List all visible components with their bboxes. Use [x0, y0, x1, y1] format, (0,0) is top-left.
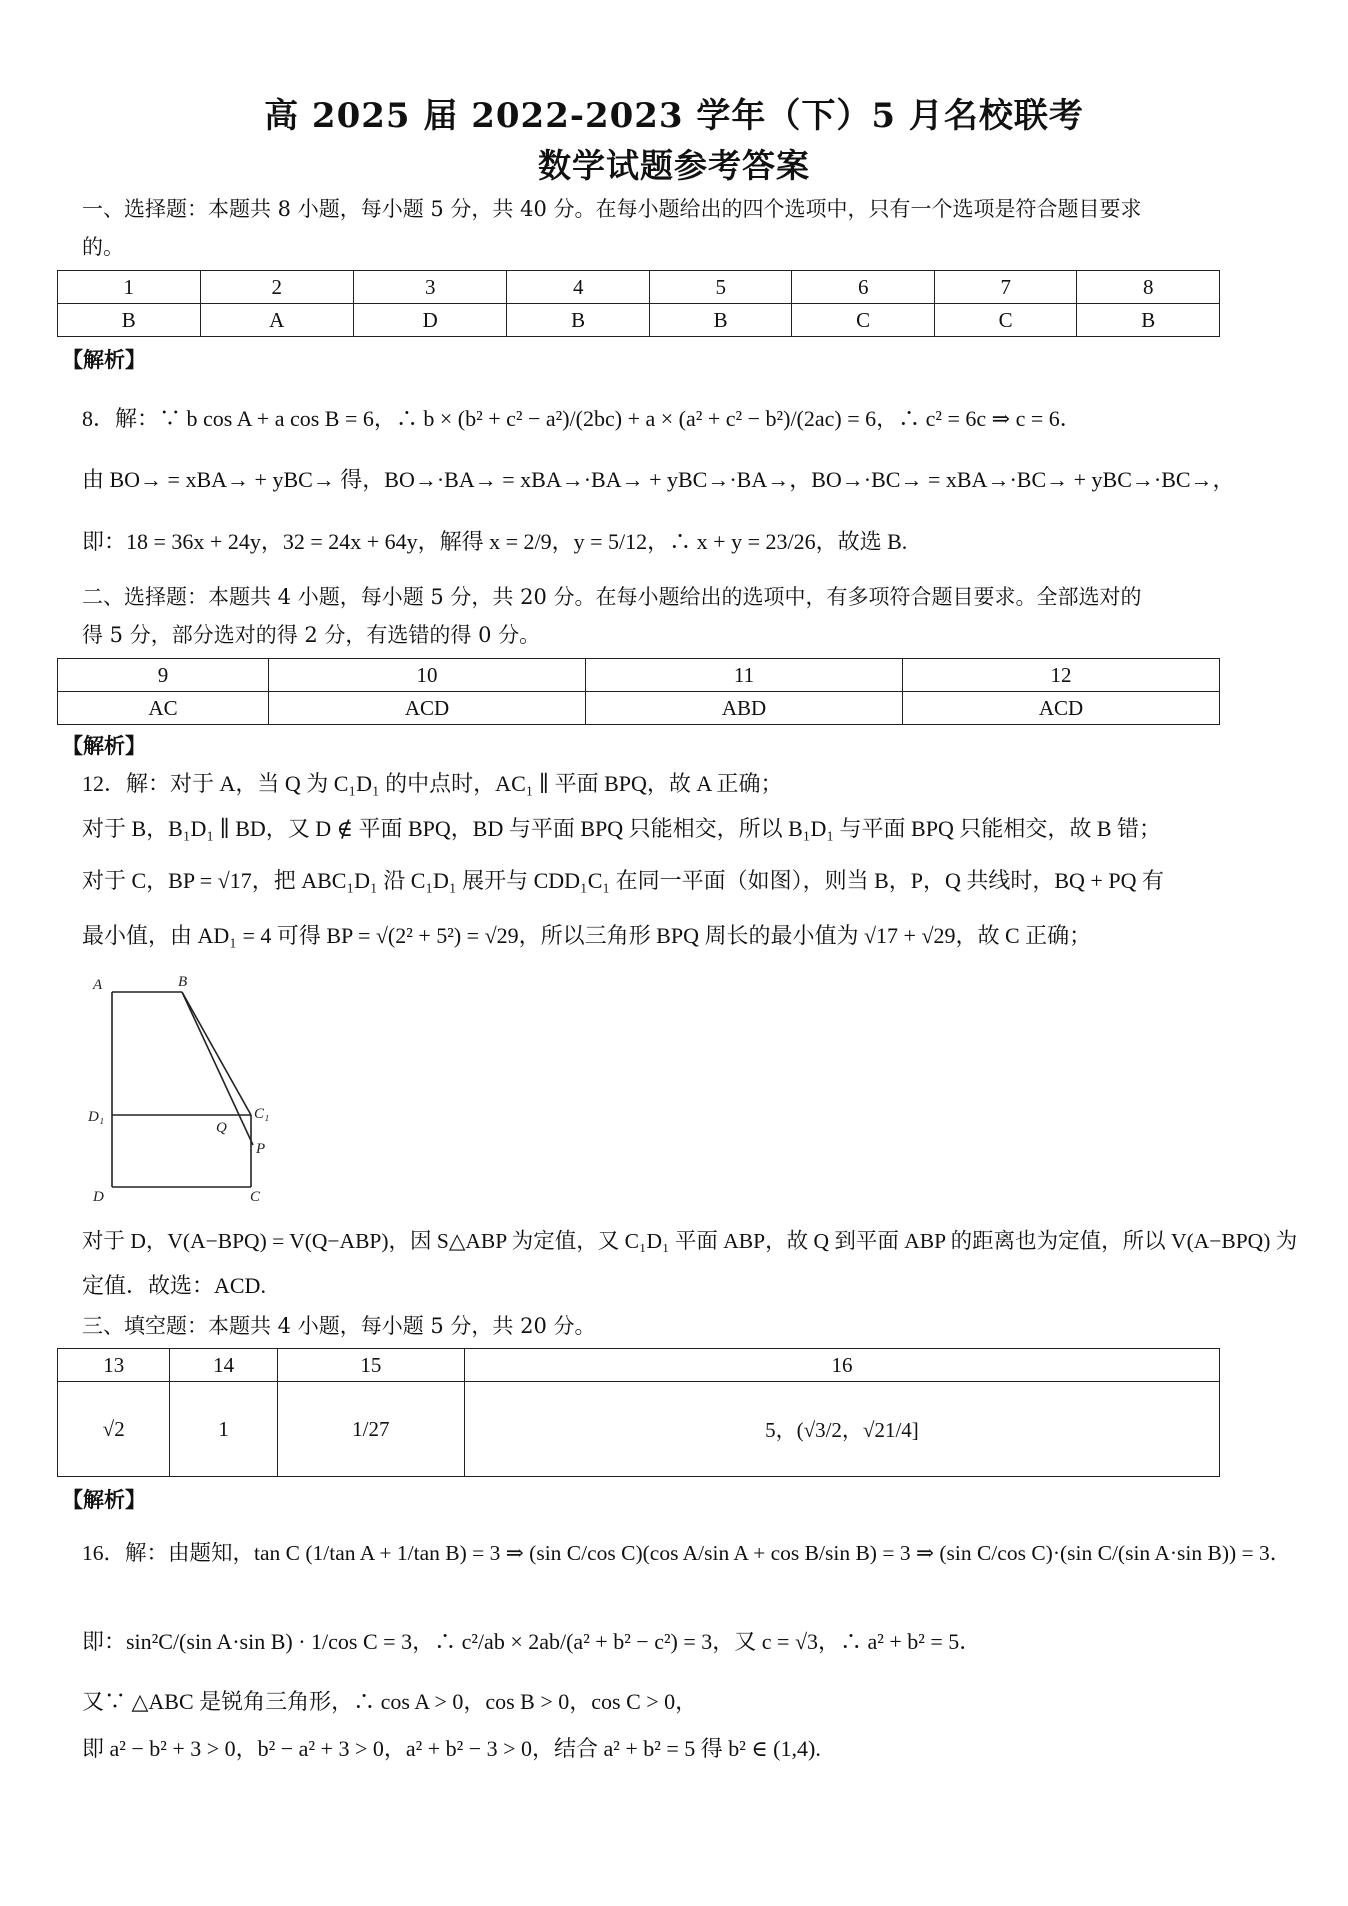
table-cell: C [934, 304, 1077, 337]
table-cell: 10 [269, 659, 586, 692]
section2-heading-line2: 得 5 分，部分选对的得 2 分，有选错的得 0 分。 [82, 623, 541, 647]
solution-12-line2: 对于 B，B₁D₁ ∥ BD，又 D ∉ 平面 BPQ，BD 与平面 BPQ 只能相交，所以 B₁D₁ 与平面 BPQ 只能相交，故 B 错； [82, 816, 1162, 841]
table-cell: 9 [58, 659, 269, 692]
label-B: B [178, 975, 188, 990]
table-cell: 16 [464, 1349, 1219, 1382]
solution-12-line6: 定值．故选：ACD. [82, 1273, 266, 1298]
unfolded-net-figure [88, 975, 288, 1210]
table-cell: ABD [586, 692, 903, 725]
solution-12-line1: 12．解：对于 A，当 Q 为 C₁D₁ 的中点时，AC₁ ∥ 平面 BPQ，故 A 正确； [82, 771, 783, 796]
table-cell: 7 [934, 271, 1077, 304]
table-cell: 13 [58, 1349, 170, 1382]
table-cell: B [1077, 304, 1220, 337]
label-D1: D₁ [88, 1109, 105, 1125]
table-answer-row [58, 304, 1220, 337]
solution-12-line5: 对于 D，V(A−BPQ) = V(Q−ABP)，因 S△ABP 为定值，又 C₁D₁ 平面 ABP，故 Q 到平面 ABP 的距离也为定值，所以 V(A−BPQ) 为 [82, 1229, 1298, 1253]
table-cell: ACD [269, 692, 586, 725]
table-cell: 1 [170, 1382, 277, 1477]
solution-16-line1: 16．解：由题知，tan C (1/tan A + 1/tan B) = 3 ⇒ (sin C/cos C)(cos A/sin A + cos B/sin B) = 3 ⇒ (sin C/cos C)·(sin C/(sin A·sin B)) = 3． [82, 1541, 1292, 1565]
table-cell: 2 [200, 271, 353, 304]
label-C: C [250, 1189, 261, 1205]
table-cell: B [507, 304, 650, 337]
table-cell: B [649, 304, 792, 337]
table-answer-row [58, 1382, 1220, 1477]
table-cell: 1/27 [277, 1382, 464, 1477]
section2-heading-line1: 二、选择题：本题共 4 小题，每小题 5 分，共 20 分。在每小题给出的选项中，有多项符合题目要求。全部选对的 [82, 585, 1142, 609]
page-subtitle: 数学试题参考答案 [538, 146, 810, 185]
table-header-row [58, 271, 1220, 304]
table-cell: √2 [58, 1382, 170, 1477]
analysis-label: 【解析】 [62, 1487, 146, 1512]
section1-answer-table [57, 270, 1220, 337]
solution-16-line4: 即 a² − b² + 3 > 0，b² − a² + 3 > 0，a² + b² − 3 > 0，结合 a² + b² = 5 得 b² ∈ (1,4). [82, 1736, 821, 1761]
solution-16-line2: 即：sin²C/(sin A·sin B) · 1/cos C = 3，∴ c²/ab × 2ab/(a² + b² − c²) = 3，又 c = √3，∴ a² + b² = 5． [82, 1629, 982, 1654]
table-cell: 6 [792, 271, 935, 304]
table-cell: D [353, 304, 506, 337]
solution-12-line3: 对于 C，BP = √17，把 ABC₁D₁ 沿 C₁D₁ 展开与 CDD₁C₁ 在同一平面（如图），则当 B，P，Q 共线时，BQ + PQ 有 [82, 868, 1164, 893]
table-cell: AC [58, 692, 269, 725]
solution-12-line4: 最小值，由 AD₁ = 4 可得 BP = √(2² + 5²) = √29，所以三角形 BPQ 周长的最小值为 √17 + √29，故 C 正确； [82, 923, 1092, 948]
section3-answer-table [57, 1348, 1220, 1477]
table-cell: 12 [903, 659, 1220, 692]
table-cell: A [200, 304, 353, 337]
solution-8-line3: 即：18 = 36x + 24y，32 = 24x + 64y，解得 x = 2/9，y = 5/12，∴ x + y = 23/26，故选 B. [82, 529, 908, 554]
label-C1: C₁ [254, 1106, 270, 1122]
analysis-label: 【解析】 [62, 347, 146, 372]
label-P: P [256, 1141, 266, 1157]
page-title: 高 2025 届 2022-2023 学年（下）5 月名校联考 [264, 96, 1084, 136]
table-cell: 15 [277, 1349, 464, 1382]
table-cell: 5，(√3/2，√21/4] [464, 1382, 1219, 1477]
table-cell: 5 [649, 271, 792, 304]
section1-heading-line1: 一、选择题：本题共 8 小题，每小题 5 分，共 40 分。在每小题给出的四个选项中，只有一个选项是符合题目要求 [82, 197, 1142, 221]
solution-8-line2: 由 BO→ = xBA→ + yBC→ 得，BO→·BA→ = xBA→·BA→ + yBC→·BA→，BO→·BC→ = xBA→·BC→ + yBC→·BC→， [82, 467, 1235, 492]
table-cell: 3 [353, 271, 506, 304]
table-cell: 1 [58, 271, 201, 304]
table-cell: ACD [903, 692, 1220, 725]
label-Q: Q [216, 1120, 227, 1136]
table-header-row [58, 659, 1220, 692]
label-A: A [93, 977, 103, 993]
table-cell: B [58, 304, 201, 337]
section3-heading: 三、填空题：本题共 4 小题，每小题 5 分，共 20 分。 [82, 1314, 596, 1338]
table-cell: 14 [170, 1349, 277, 1382]
table-cell: C [792, 304, 935, 337]
label-D: D [93, 1189, 104, 1205]
solution-16-line3: 又∵ △ABC 是锐角三角形，∴ cos A > 0，cos B > 0，cos C > 0， [82, 1689, 698, 1714]
section1-heading-line2: 的。 [82, 235, 124, 259]
table-answer-row [58, 692, 1220, 725]
table-header-row [58, 1349, 1220, 1382]
solution-8-line1: 8．解：∵ b cos A + a cos B = 6，∴ b × (b² + c² − a²)/(2bc) + a × (a² + c² − b²)/(2ac) = 6，∴ c² = 6c ⇒ c = 6． [82, 406, 1082, 431]
analysis-label: 【解析】 [62, 733, 146, 758]
table-cell: 8 [1077, 271, 1220, 304]
table-cell: 11 [586, 659, 903, 692]
table-cell: 4 [507, 271, 650, 304]
section2-answer-table [57, 658, 1220, 725]
edge-BC1 [182, 992, 251, 1115]
